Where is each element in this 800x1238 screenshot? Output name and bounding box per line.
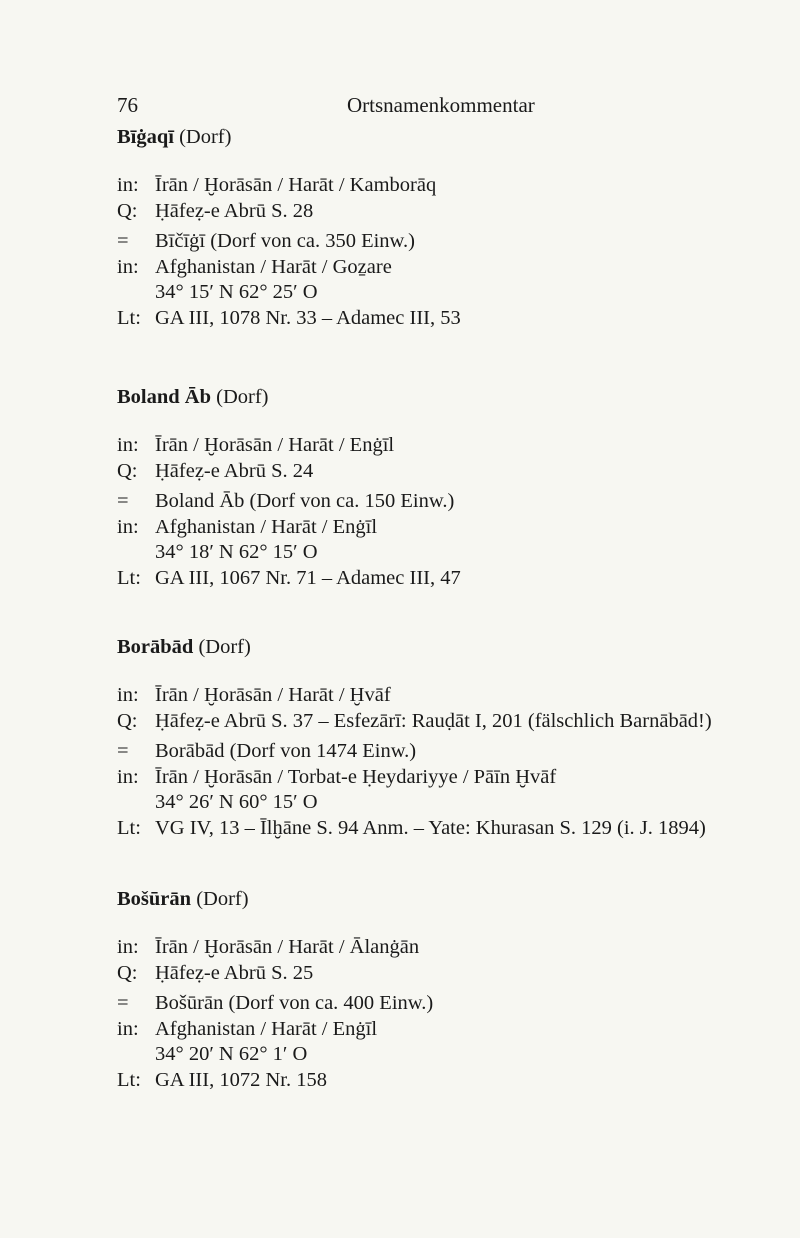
row-equivalent bbox=[117, 739, 757, 765]
entry-bigaqi bbox=[117, 124, 757, 332]
entry-type: (Dorf) bbox=[196, 888, 249, 910]
row-in bbox=[117, 173, 757, 199]
row-source bbox=[117, 961, 757, 987]
row-coordinates bbox=[117, 280, 757, 306]
location-path: Īrān / Ḫorāsān / Harāt / Ḫvāf bbox=[155, 684, 391, 706]
coordinates: 34° 26′ N 60° 15′ O bbox=[155, 791, 318, 814]
location-path: Īrān / Ḫorāsān / Harāt / Ālanġān bbox=[155, 936, 420, 958]
modern-location: Afghanistan / Harāt / Enġīl bbox=[155, 1017, 378, 1040]
row-coordinates bbox=[117, 540, 757, 566]
source-text: Ḥāfeẓ-e Abrū S. 28 bbox=[155, 199, 314, 222]
entry-type: (Dorf) bbox=[198, 636, 251, 658]
label-lt: Lt: bbox=[117, 306, 141, 329]
entry-type: (Dorf) bbox=[216, 386, 269, 408]
running-title: Ortsnamenkommentar bbox=[347, 93, 535, 117]
entry-boland-ab bbox=[117, 384, 757, 592]
label-eq: = bbox=[117, 230, 129, 253]
entry-heading bbox=[117, 124, 757, 150]
label-q: Q: bbox=[117, 459, 138, 482]
page-header bbox=[117, 93, 535, 119]
entry-name: Bīġaqī bbox=[117, 126, 174, 148]
label-in: in: bbox=[117, 1017, 139, 1040]
source-text: Ḥāfeẓ-e Abrū S. 25 bbox=[155, 961, 314, 984]
label-in: in: bbox=[117, 936, 139, 958]
row-coordinates bbox=[117, 790, 757, 816]
label-in: in: bbox=[117, 174, 139, 196]
entry-heading bbox=[117, 886, 757, 912]
label-lt: Lt: bbox=[117, 1068, 141, 1091]
row-in bbox=[117, 255, 757, 281]
modern-location: Afghanistan / Harāt / Goẕare bbox=[155, 255, 392, 278]
label-q: Q: bbox=[117, 709, 138, 732]
location-path: Īrān / Ḫorāsān / Harāt / Enġīl bbox=[155, 434, 395, 456]
row-in bbox=[117, 1017, 757, 1043]
row-in bbox=[117, 433, 757, 459]
label-in: in: bbox=[117, 434, 139, 456]
row-equivalent bbox=[117, 489, 757, 515]
row-source bbox=[117, 199, 757, 225]
row-literature bbox=[117, 566, 757, 592]
entry-name: Borābād bbox=[117, 636, 194, 658]
row-in bbox=[117, 515, 757, 541]
source-text: Ḥāfeẓ-e Abrū S. 37 – Esfezārī: Rauḍāt I, 201 (fälschlich Barnābād!) bbox=[155, 709, 712, 732]
row-literature bbox=[117, 1068, 757, 1094]
row-literature bbox=[117, 306, 757, 332]
row-in bbox=[117, 683, 757, 709]
label-eq: = bbox=[117, 740, 129, 763]
label-in: in: bbox=[117, 255, 139, 278]
modern-location: Īrān / Ḫorāsān / Torbat-e Ḥeydariyye / Pāīn Ḫvāf bbox=[155, 765, 557, 788]
row-source bbox=[117, 709, 757, 735]
label-q: Q: bbox=[117, 961, 138, 984]
location-path: Īrān / Ḫorāsān / Harāt / Kamborāq bbox=[155, 174, 437, 196]
entry-heading bbox=[117, 634, 757, 660]
entry-borabad bbox=[117, 634, 757, 842]
row-in bbox=[117, 765, 757, 791]
label-q: Q: bbox=[117, 199, 138, 222]
equivalent-text: Borābād (Dorf von 1474 Einw.) bbox=[155, 740, 417, 763]
label-in: in: bbox=[117, 684, 139, 706]
literature-text: GA III, 1078 Nr. 33 – Adamec III, 53 bbox=[155, 306, 461, 329]
coordinates: 34° 15′ N 62° 25′ O bbox=[155, 281, 318, 304]
page-number: 76 bbox=[117, 93, 138, 117]
label-lt: Lt: bbox=[117, 816, 141, 839]
entry-bosuran bbox=[117, 886, 757, 1094]
entry-heading bbox=[117, 384, 757, 410]
literature-text: VG IV, 13 – Īlḫāne S. 94 Anm. – Yate: Khurasan S. 129 (i. J. 1894) bbox=[155, 816, 706, 839]
label-eq: = bbox=[117, 490, 129, 513]
equivalent-text: Bīčīġī (Dorf von ca. 350 Einw.) bbox=[155, 230, 415, 253]
equivalent-text: Bošūrān (Dorf von ca. 400 Einw.) bbox=[155, 992, 434, 1015]
literature-text: GA III, 1072 Nr. 158 bbox=[155, 1068, 327, 1091]
row-in bbox=[117, 935, 757, 961]
label-eq: = bbox=[117, 992, 129, 1015]
entry-name: Boland Āb bbox=[117, 386, 212, 408]
coordinates: 34° 20′ N 62° 1′ O bbox=[155, 1043, 308, 1066]
equivalent-text: Boland Āb (Dorf von ca. 150 Einw.) bbox=[155, 490, 455, 513]
row-equivalent bbox=[117, 991, 757, 1017]
row-source bbox=[117, 459, 757, 485]
row-literature bbox=[117, 816, 757, 842]
row-equivalent bbox=[117, 229, 757, 255]
modern-location: Afghanistan / Harāt / Enġīl bbox=[155, 515, 378, 538]
label-lt: Lt: bbox=[117, 566, 141, 589]
literature-text: GA III, 1067 Nr. 71 – Adamec III, 47 bbox=[155, 566, 461, 589]
entry-name: Bošūrān bbox=[117, 888, 192, 910]
label-in: in: bbox=[117, 515, 139, 538]
source-text: Ḥāfeẓ-e Abrū S. 24 bbox=[155, 459, 314, 482]
label-in: in: bbox=[117, 765, 139, 788]
coordinates: 34° 18′ N 62° 15′ O bbox=[155, 541, 318, 564]
row-coordinates bbox=[117, 1042, 757, 1068]
entry-type: (Dorf) bbox=[179, 126, 232, 148]
